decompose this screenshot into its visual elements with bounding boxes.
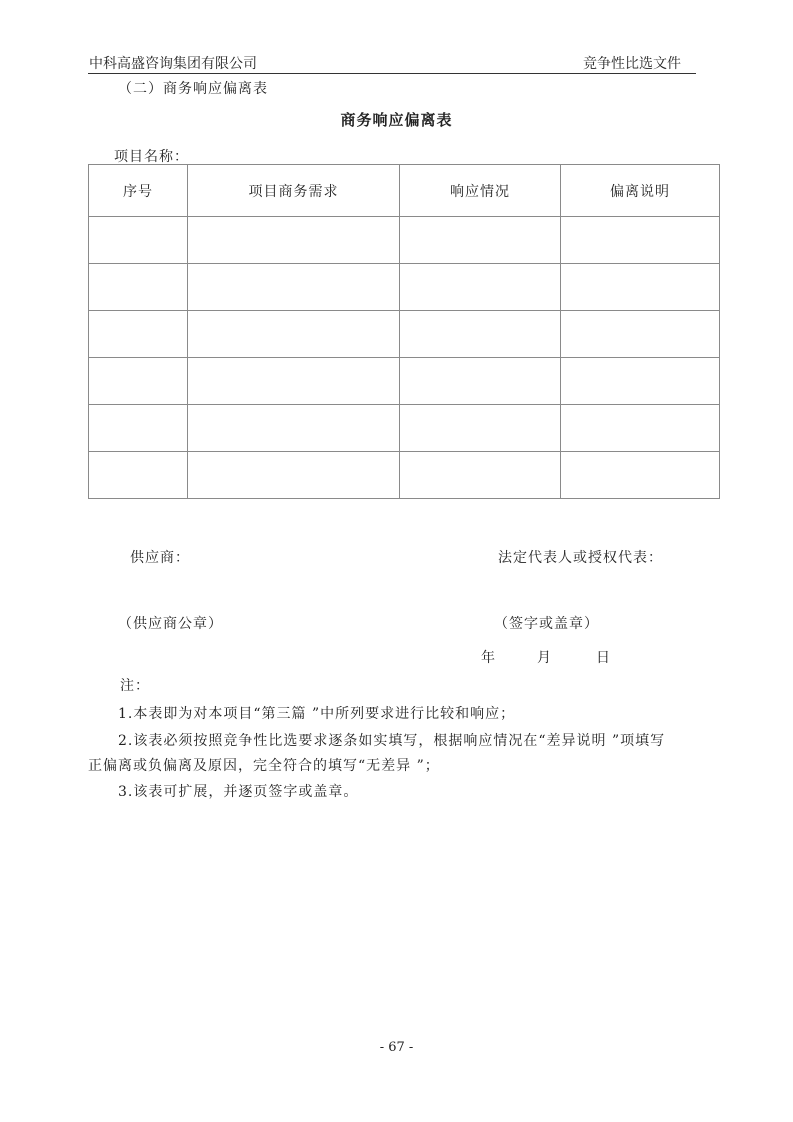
legal-rep-label: 法定代表人或授权代表： (498, 550, 663, 566)
table-row (89, 405, 720, 452)
table-cell[interactable] (89, 264, 188, 311)
date-year-label: 年 (481, 650, 496, 666)
header-doc-type: 竞争性比选文件 (583, 56, 681, 72)
project-name-label: 项目名称： (114, 149, 189, 165)
column-header-response: 响应情况 (400, 165, 561, 217)
table-cell[interactable] (188, 311, 400, 358)
column-header-requirement: 项目商务需求 (188, 165, 400, 217)
table-cell[interactable] (561, 405, 720, 452)
table-cell[interactable] (561, 311, 720, 358)
table-cell[interactable] (561, 217, 720, 264)
table-row (89, 217, 720, 264)
note-item-1: 1.本表即为对本项目“第三篇 ”中所列要求进行比较和响应； (118, 706, 516, 722)
table-cell[interactable] (89, 405, 188, 452)
sign-or-seal-label: （签字或盖章） (494, 616, 599, 632)
header-company: 中科高盛咨询集团有限公司 (89, 56, 257, 72)
note-item-2-line-1: 2.该表必须按照竞争性比选要求逐条如实填写，根据响应情况在“差异说明 ”项填写 (118, 733, 666, 749)
table-cell[interactable] (89, 311, 188, 358)
column-header-deviation: 偏离说明 (561, 165, 720, 217)
table-cell[interactable] (89, 217, 188, 264)
supplier-seal-label: （供应商公章） (118, 616, 223, 632)
notes-label: 注： (120, 678, 150, 694)
supplier-label: 供应商： (130, 550, 190, 566)
table-cell[interactable] (188, 358, 400, 405)
table-cell[interactable] (188, 264, 400, 311)
note-item-2-line-2: 正偏离或负偏离及原因，完全符合的填写“无差异 ”； (88, 758, 440, 774)
column-header-index: 序号 (89, 165, 188, 217)
table-cell[interactable] (561, 358, 720, 405)
table-cell[interactable] (400, 311, 561, 358)
table-cell[interactable] (89, 452, 188, 499)
section-heading: （二）商务响应偏离表 (118, 81, 268, 97)
table-cell[interactable] (188, 217, 400, 264)
page-number: - 67 - (379, 1040, 414, 1055)
table-cell[interactable] (400, 452, 561, 499)
header-rule (88, 73, 696, 74)
table-cell[interactable] (561, 264, 720, 311)
date-day-label: 日 (596, 650, 611, 666)
date-month-label: 月 (537, 650, 552, 666)
deviation-table (88, 164, 720, 499)
table-cell[interactable] (400, 217, 561, 264)
table-cell[interactable] (561, 452, 720, 499)
table-row (89, 264, 720, 311)
table-cell[interactable] (400, 405, 561, 452)
table-row (89, 452, 720, 499)
table-row (89, 311, 720, 358)
table-row (89, 358, 720, 405)
table-cell[interactable] (188, 452, 400, 499)
table-cell[interactable] (188, 405, 400, 452)
table-cell[interactable] (400, 264, 561, 311)
table-cell[interactable] (89, 358, 188, 405)
table-header-row (89, 165, 720, 217)
note-item-3: 3.该表可扩展，并逐页签字或盖章。 (118, 784, 359, 800)
table-cell[interactable] (400, 358, 561, 405)
table-title: 商务响应偏离表 (340, 111, 453, 129)
